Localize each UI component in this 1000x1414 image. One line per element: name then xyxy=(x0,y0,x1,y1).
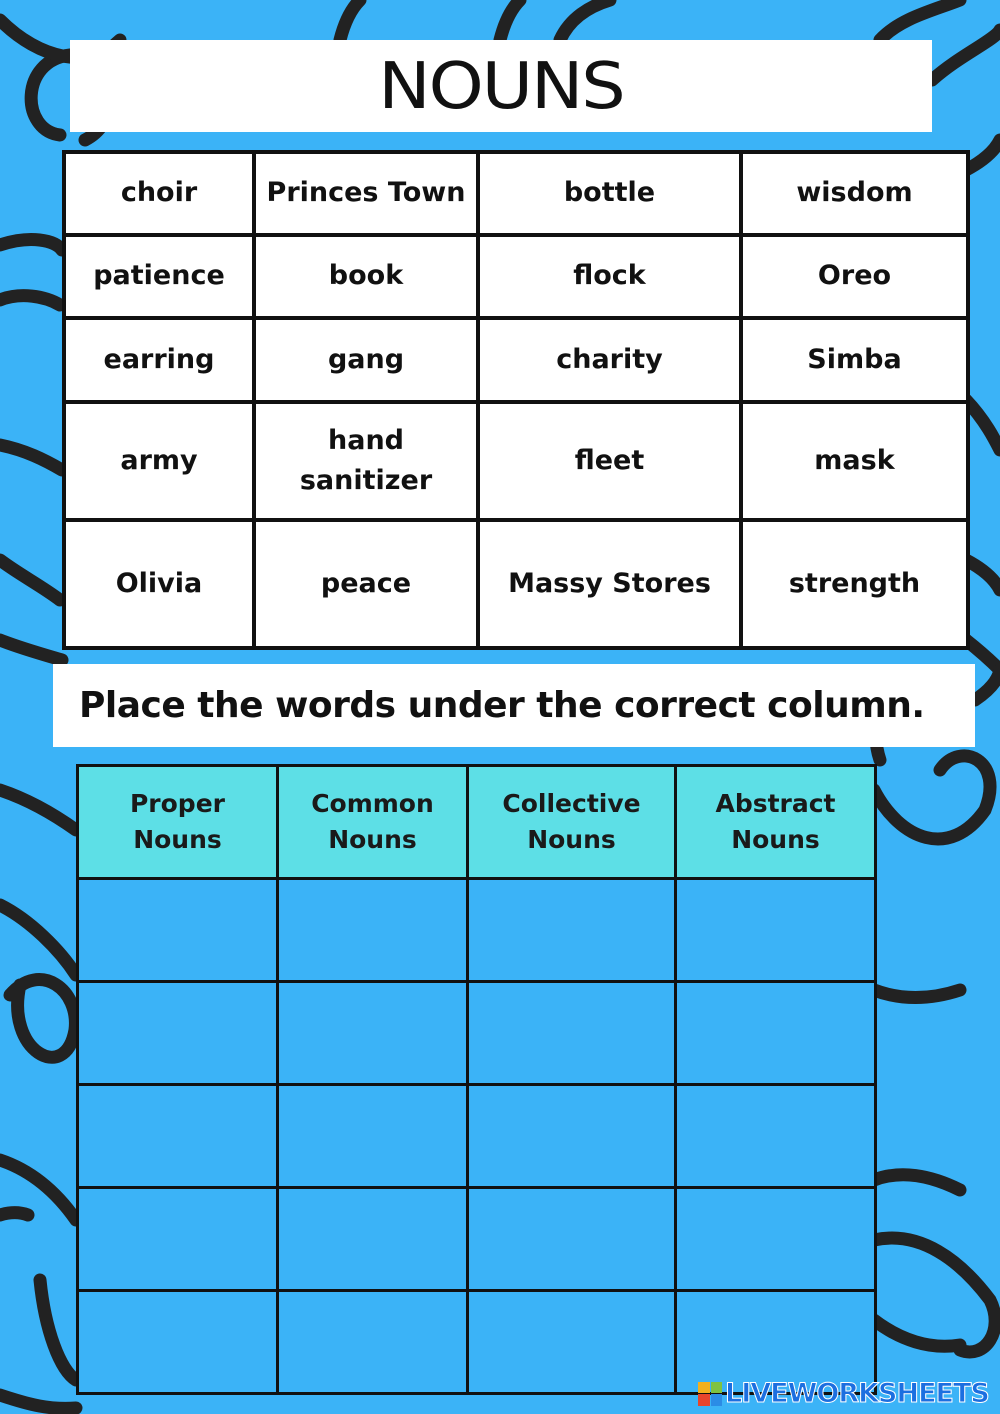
drop-zone-cell[interactable] xyxy=(78,1291,278,1394)
column-header-row xyxy=(78,766,876,879)
word-row xyxy=(64,402,968,520)
drop-zone-cell[interactable] xyxy=(676,879,876,982)
column-header-abstract-nouns: Abstract Nouns xyxy=(676,766,876,879)
liveworksheets-watermark xyxy=(698,1378,989,1409)
word-row xyxy=(64,235,968,318)
drop-zone-cell[interactable] xyxy=(468,1188,676,1291)
word-card[interactable]: flock xyxy=(478,235,741,318)
drop-zone-cell[interactable] xyxy=(278,1291,468,1394)
word-card[interactable]: mask xyxy=(741,402,968,520)
word-card[interactable]: strength xyxy=(741,520,968,648)
answer-row xyxy=(78,982,876,1085)
answer-row xyxy=(78,1085,876,1188)
answer-row xyxy=(78,879,876,982)
word-card[interactable]: book xyxy=(254,235,478,318)
sorting-table xyxy=(76,764,877,1395)
word-card[interactable]: charity xyxy=(478,318,741,402)
drop-zone-cell[interactable] xyxy=(278,879,468,982)
answer-row xyxy=(78,1188,876,1291)
word-row xyxy=(64,520,968,648)
word-card[interactable]: gang xyxy=(254,318,478,402)
instruction-banner xyxy=(53,664,975,747)
page-title: NOUNS xyxy=(378,48,624,124)
drop-zone-cell[interactable] xyxy=(468,1291,676,1394)
drop-zone-cell[interactable] xyxy=(78,1188,278,1291)
watermark-text: LIVEWORKSHEETS xyxy=(725,1378,989,1409)
drop-zone-cell[interactable] xyxy=(278,1188,468,1291)
liveworksheets-logo-icon xyxy=(698,1382,722,1406)
drop-zone-cell[interactable] xyxy=(78,1085,278,1188)
word-card[interactable]: army xyxy=(64,402,254,520)
title-banner xyxy=(70,40,932,132)
word-row xyxy=(64,318,968,402)
word-card[interactable]: Olivia xyxy=(64,520,254,648)
column-header-proper-nouns: Proper Nouns xyxy=(78,766,278,879)
instruction-text: Place the words under the correct column. xyxy=(79,685,925,726)
drop-zone-cell[interactable] xyxy=(278,1085,468,1188)
drop-zone-cell[interactable] xyxy=(468,982,676,1085)
word-card[interactable]: choir xyxy=(64,152,254,235)
word-card[interactable]: Princes Town xyxy=(254,152,478,235)
drop-zone-cell[interactable] xyxy=(78,879,278,982)
word-card[interactable]: earring xyxy=(64,318,254,402)
word-card[interactable]: Simba xyxy=(741,318,968,402)
column-header-common-nouns: Common Nouns xyxy=(278,766,468,879)
drop-zone-cell[interactable] xyxy=(278,982,468,1085)
answer-grid xyxy=(78,879,876,1394)
drop-zone-cell[interactable] xyxy=(676,1188,876,1291)
word-card[interactable]: bottle xyxy=(478,152,741,235)
word-card[interactable]: fleet xyxy=(478,402,741,520)
drop-zone-cell[interactable] xyxy=(468,879,676,982)
drop-zone-cell[interactable] xyxy=(676,1085,876,1188)
word-row xyxy=(64,152,968,235)
word-card[interactable]: Oreo xyxy=(741,235,968,318)
word-card[interactable]: Massy Stores xyxy=(478,520,741,648)
word-card[interactable]: peace xyxy=(254,520,478,648)
drop-zone-cell[interactable] xyxy=(78,982,278,1085)
column-header-collective-nouns: Collective Nouns xyxy=(468,766,676,879)
word-card[interactable]: patience xyxy=(64,235,254,318)
word-card[interactable]: hand sanitizer xyxy=(254,402,478,520)
word-bank-table xyxy=(62,150,970,650)
drop-zone-cell[interactable] xyxy=(468,1085,676,1188)
word-card[interactable]: wisdom xyxy=(741,152,968,235)
drop-zone-cell[interactable] xyxy=(676,982,876,1085)
